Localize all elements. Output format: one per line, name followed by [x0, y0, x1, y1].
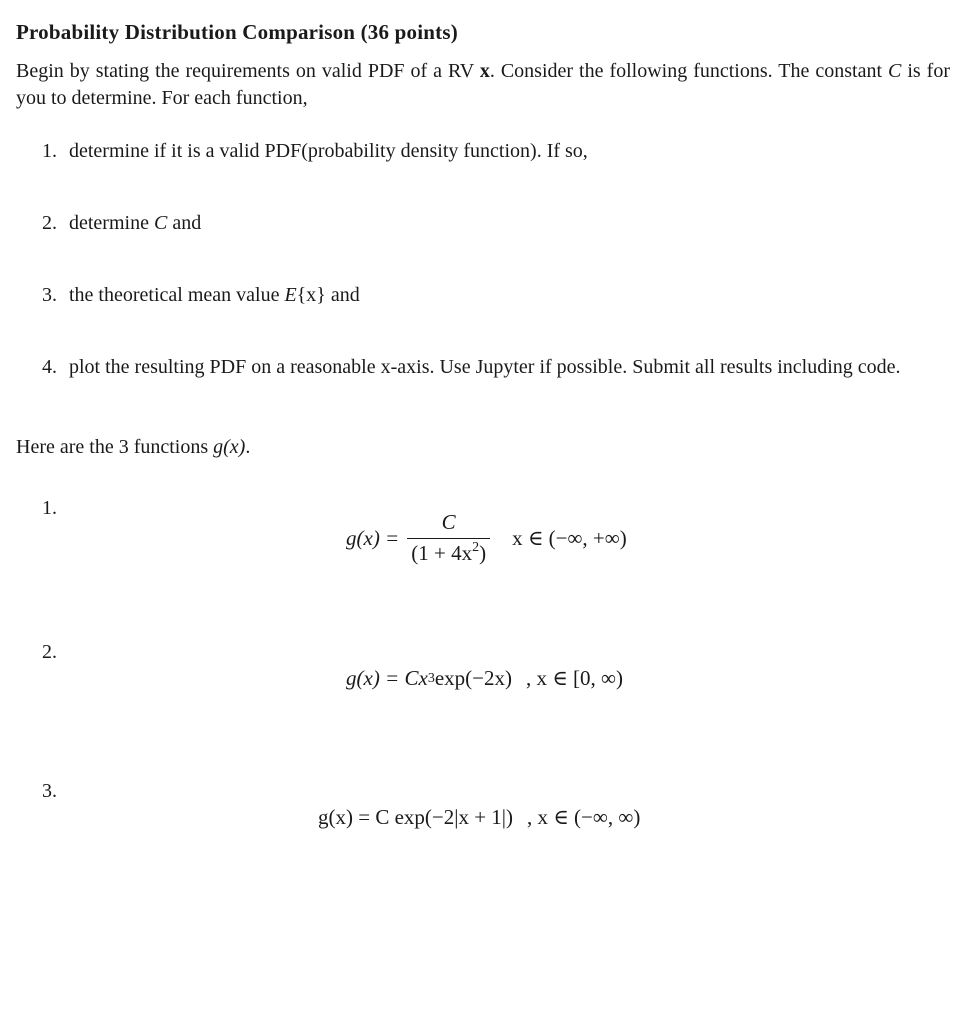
function-number: 2. [42, 641, 57, 663]
fraction-numerator: C [441, 510, 456, 534]
list-item-number: 4. [42, 356, 57, 378]
denominator-close: ) [479, 541, 487, 566]
list-item-number: 2. [42, 212, 57, 234]
equation-domain: , x ∈ (−∞, ∞) [527, 805, 641, 829]
list-item-text: determine if it is a valid PDF(probability density function). If so, [69, 140, 588, 162]
list-item-variable: C [153, 212, 168, 234]
list-item-number: 3. [42, 284, 57, 306]
list-item-number: 1. [42, 140, 57, 162]
intro-constant-symbol: C [888, 60, 902, 82]
equation-expression: g(x) = C exp(−2|x + 1|) [318, 805, 513, 829]
functions-lead [16, 436, 250, 459]
equation-lhs: g(x) = [346, 525, 400, 550]
list-item-text [69, 282, 950, 309]
lead-text-a: Here are the 3 functions [16, 436, 214, 458]
fraction [407, 510, 490, 566]
list-item-brace: {x} [296, 284, 326, 306]
list-item-text: plot the resulting PDF on a reasonable x-axis. Use Jupyter if possible. Submit all results including code. [69, 356, 901, 378]
intro-part1: Begin by stating the requirements on valid PDF of a RV [16, 60, 480, 82]
list-item-variable: E [284, 284, 297, 306]
lead-function: g(x) [213, 436, 246, 458]
equation-lhs: g(x) = Cx [346, 666, 428, 690]
equation-1 [346, 510, 627, 566]
list-item-text [69, 210, 950, 237]
equation-rhs: exp(−2x) [434, 666, 512, 690]
function-number: 1. [42, 497, 57, 519]
problem-title: Probability Distribution Comparison (36 points) [16, 20, 458, 44]
intro-paragraph [16, 58, 950, 112]
fraction-denominator [407, 539, 490, 566]
equation-domain: x ∈ (−∞, +∞) [512, 525, 627, 550]
equation-2: g(x) = Cx 3 exp(−2x) , x ∈ [0, ∞) [346, 666, 623, 690]
list-item [42, 138, 950, 165]
denominator-exponent: 2 [472, 540, 480, 556]
list-item-text-b: and [325, 284, 360, 306]
list-item-text-b: and [167, 212, 202, 234]
equation-domain: , x ∈ [0, ∞) [525, 666, 623, 690]
equation-3 [318, 805, 640, 830]
list-item [42, 282, 950, 309]
list-item-text-a: determine [69, 212, 154, 234]
function-number: 3. [42, 780, 57, 802]
lead-text-b: . [245, 436, 251, 458]
intro-rv-symbol: x [479, 60, 490, 82]
list-item [42, 354, 950, 381]
list-item-text-a: the theoretical mean value [69, 284, 285, 306]
intro-part3: is for you to determine. For each function, [16, 60, 950, 109]
intro-part2: . Consider the following functions. The constant [489, 60, 888, 82]
list-item [42, 210, 950, 237]
denominator-base: (1 + 4x [411, 541, 473, 566]
